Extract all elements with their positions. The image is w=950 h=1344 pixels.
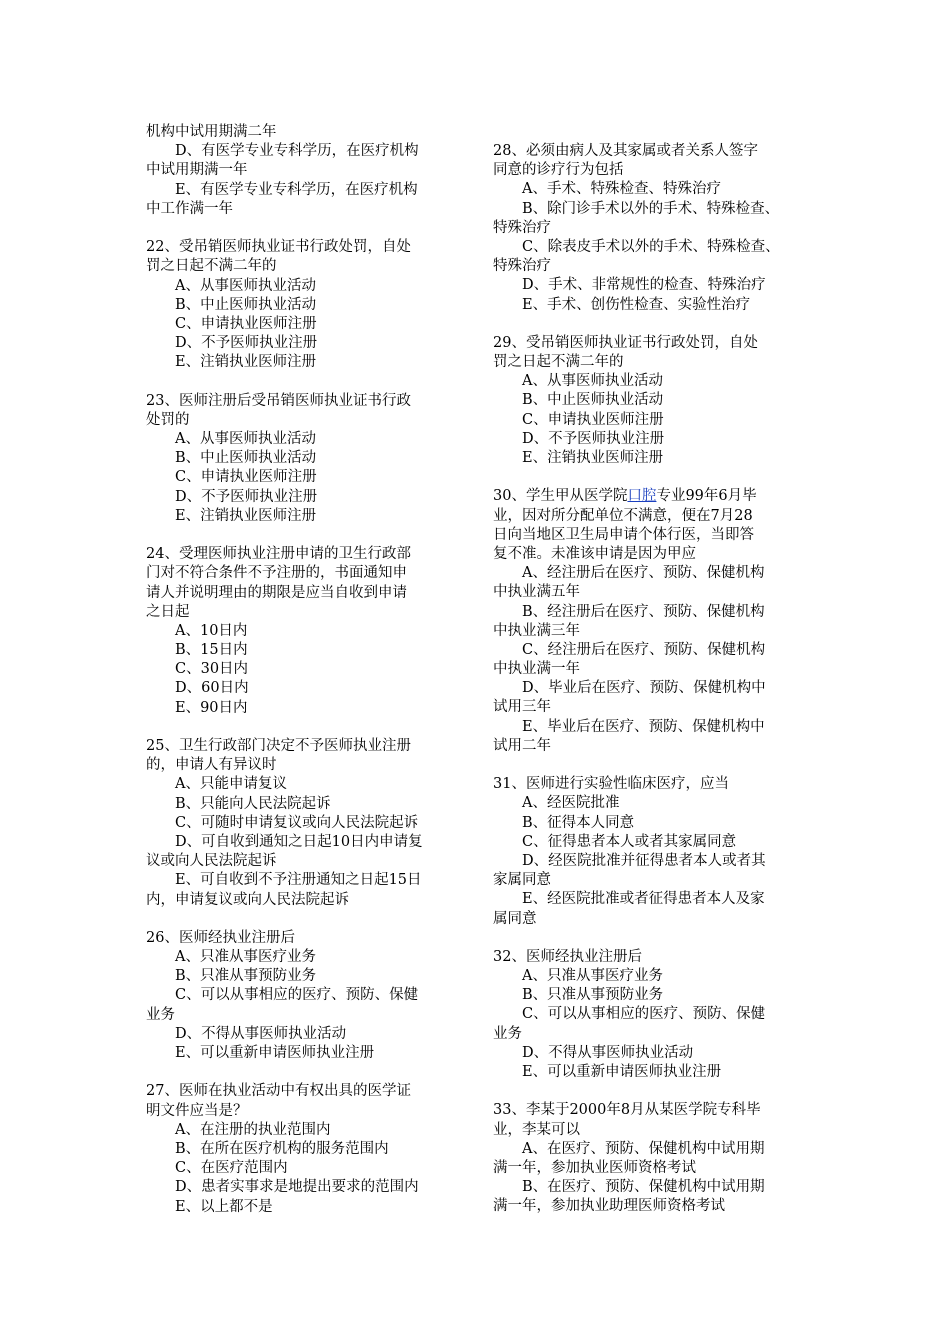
option-d: D、患者实事求是地提出要求的范围内: [175, 1179, 419, 1196]
option-c: C、经注册后在医疗、预防、保健机构: [522, 641, 766, 658]
option-e-cont: 试用二年: [493, 737, 551, 754]
option-d: D、手术、非常规性的检查、特殊治疗: [522, 277, 766, 294]
option-d: D、有医学专业专科学历，在医疗机构: [175, 143, 419, 160]
option-d-cont: 试用三年: [493, 699, 551, 716]
option-c: C、在医疗范围内: [175, 1160, 288, 1177]
option-d: D、不予医师执业注册: [175, 335, 318, 352]
option-b: B、中止医师执业活动: [522, 392, 664, 409]
option-c: C、申请执业医师注册: [175, 469, 317, 486]
option-a: A、从事医师执业活动: [175, 431, 316, 447]
option-e: E、手术、创伤性检查、实验性治疗: [522, 296, 751, 313]
question-stem: 31、医师进行实验性临床医疗，应当: [493, 776, 729, 793]
option-b: B、只准从事预防业务: [522, 987, 664, 1004]
option-a-cont: 中执业满五年: [493, 584, 580, 601]
question-stem: 26、医师经执业注册后: [146, 929, 295, 946]
option-a: A、从事医师执业活动: [522, 373, 663, 390]
question-stem: 25、卫生行政部门决定不予医师执业注册: [146, 738, 411, 754]
option-b: B、中止医师执业活动: [175, 450, 317, 467]
option-c-cont: 特殊治疗: [493, 258, 551, 275]
option-d: D、不予医师执业注册: [522, 430, 665, 447]
question-stem: 33、李某于2000年8月从某医学院专科毕: [493, 1102, 761, 1119]
question-27: [146, 1082, 464, 1216]
question-stem: 32、医师经执业注册后: [493, 948, 642, 965]
option-d: D、不得从事医师执业活动: [175, 1025, 347, 1042]
option-a: A、只准从事医疗业务: [175, 949, 316, 966]
question-30: [493, 487, 811, 756]
option-b: B、征得本人同意: [522, 814, 635, 831]
option-b-cont: 特殊治疗: [493, 219, 551, 236]
option-e: E、毕业后在医疗、预防、保健机构中: [522, 718, 765, 735]
option-a: A、只能申请复议: [175, 776, 287, 793]
question-stem: 的，申请人有异议时: [146, 757, 277, 774]
option-e-cont: 中工作满一年: [146, 200, 233, 217]
left-column: [146, 123, 464, 1217]
stem-text: 专业99年6月毕: [656, 488, 757, 505]
question-stem: 处罚的: [146, 411, 190, 428]
option-e: E、注销执业医师注册: [522, 450, 664, 466]
option-d-cont: 家属同意: [493, 872, 551, 889]
option-b: B、经注册后在医疗、预防、保健机构: [522, 603, 765, 620]
option-c: C、申请执业医师注册: [175, 315, 317, 332]
option-c-cont: 业务: [146, 1006, 175, 1023]
option-c: C、可随时申请复议或向人民法院起诉: [175, 814, 419, 831]
question-23: [146, 392, 464, 526]
option-a: A、经医院批准: [522, 795, 620, 812]
option-d: D、毕业后在医疗、预防、保健机构中: [522, 680, 766, 697]
question-stem: 明文件应当是？: [146, 1102, 248, 1119]
option-b: B、15日内: [175, 642, 248, 659]
option-b: B、只准从事预防业务: [175, 968, 317, 985]
option-c: C、30日内: [175, 661, 249, 678]
option-b: B、中止医师执业活动: [175, 296, 317, 313]
option-b: B、除门诊手术以外的手术、特殊检查、: [522, 200, 780, 217]
keyword-link[interactable]: 口腔: [627, 488, 657, 505]
question-stem: 27、医师在执业活动中有权出具的医学证: [146, 1083, 411, 1100]
option-d-cont: 中试用期满一年: [146, 162, 248, 179]
question-stem: 22、受吊销医师执业证书行政处罚，自处: [146, 239, 411, 256]
question-stem: 业，李某可以: [493, 1121, 580, 1138]
option-e: E、可自收到不予注册通知之日起15日: [175, 872, 422, 889]
option-c: C、可以从事相应的医疗、预防、保健: [522, 1006, 766, 1023]
question-stem: [493, 487, 811, 506]
question-stem: 罚之日起不满二年的: [493, 354, 624, 371]
question-stem: 同意的诊疗行为包括: [493, 162, 624, 179]
option-a: A、在医疗、预防、保健机构中试用期: [522, 1140, 765, 1157]
question-stem: 28、必须由病人及其家属或者关系人签字: [493, 143, 758, 159]
question-stem: 业，因对所分配单位不满意，便在7月28: [493, 507, 753, 524]
question-stem: 请人并说明理由的期限是应当自收到申请: [146, 584, 407, 601]
option-e-cont: 属同意: [493, 910, 537, 927]
question-stem: 罚之日起不满二年的: [146, 258, 277, 275]
option-d: D、不予医师执业注册: [175, 488, 318, 505]
option-e: E、以上都不是: [175, 1198, 273, 1215]
question-24: [146, 545, 464, 718]
option-a-cont: 满一年，参加执业医师资格考试: [493, 1159, 696, 1176]
question-29: [493, 334, 811, 468]
question-25: [146, 737, 464, 910]
option-e: E、可以重新申请医师执业注册: [522, 1064, 722, 1080]
question-33: [493, 1101, 811, 1216]
question-stem: 29、受吊销医师执业证书行政处罚，自处: [493, 334, 758, 351]
question-26: [146, 929, 464, 1063]
option-e-cont: 内，申请复议或向人民法院起诉: [146, 891, 349, 908]
option-b-cont: 满一年，参加执业助理医师资格考试: [493, 1198, 725, 1215]
option-e: E、有医学专业专科学历，在医疗机构: [175, 181, 418, 198]
option-e: E、经医院批准或者征得患者本人及家: [522, 891, 765, 908]
option-a: A、从事医师执业活动: [175, 277, 316, 294]
question-stem: 复不准。未准该申请是因为甲应: [493, 545, 696, 562]
option-c: C、申请执业医师注册: [522, 411, 664, 428]
option-a: A、在注册的执业范围内: [175, 1121, 331, 1138]
option-e: E、注销执业医师注册: [175, 354, 317, 371]
question-32: [493, 948, 811, 1082]
option-a: A、只准从事医疗业务: [522, 968, 663, 985]
option-b: B、在所在医疗机构的服务范围内: [175, 1140, 389, 1157]
question-21-continued: [146, 123, 464, 219]
option-a: A、经注册后在医疗、预防、保健机构: [522, 565, 765, 582]
option-a: A、手术、特殊检查、特殊治疗: [522, 181, 721, 198]
option-c-cont: 业务: [493, 1025, 522, 1042]
question-28: [493, 142, 811, 315]
stem-text: 30、学生甲从医学院: [493, 488, 628, 505]
option-d: D、可自收到通知之日起10日内申请复: [175, 833, 423, 850]
option-e: E、可以重新申请医师执业注册: [175, 1045, 375, 1061]
option-d: D、不得从事医师执业活动: [522, 1044, 694, 1061]
option-e: E、90日内: [175, 699, 248, 716]
option-c-cont: 中执业满一年: [493, 661, 580, 678]
option-e: E、注销执业医师注册: [175, 507, 317, 524]
question-stem: 日向当地区卫生局申请个体行医，当即答: [493, 526, 754, 543]
option-a: A、10日内: [175, 622, 248, 639]
option-d: D、经医院批准并征得患者本人或者其: [522, 852, 766, 869]
question-stem: 门对不符合条件不予注册的，书面通知申: [146, 565, 407, 582]
option-b: B、只能向人民法院起诉: [175, 795, 331, 812]
option-d: D、60日内: [175, 680, 249, 697]
option-c: C、征得患者本人或者其家属同意: [522, 833, 737, 850]
question-stem: 之日起: [146, 603, 190, 620]
option-b: B、在医疗、预防、保健机构中试用期: [522, 1179, 765, 1196]
option-c: C、可以从事相应的医疗、预防、保健: [175, 987, 419, 1004]
option-c: C、除表皮手术以外的手术、特殊检查、: [522, 238, 780, 255]
question-stem: 23、医师注册后受吊销医师执业证书行政: [146, 392, 411, 409]
question-stem: 24、受理医师执业注册申请的卫生行政部: [146, 546, 411, 563]
right-column: [493, 142, 811, 1217]
option-d-cont: 议或向人民法院起诉: [146, 853, 277, 870]
option-b-cont: 中执业满三年: [493, 622, 580, 639]
question-22: [146, 238, 464, 372]
option-line: 机构中试用期满二年: [146, 124, 277, 140]
question-31: [493, 775, 811, 929]
